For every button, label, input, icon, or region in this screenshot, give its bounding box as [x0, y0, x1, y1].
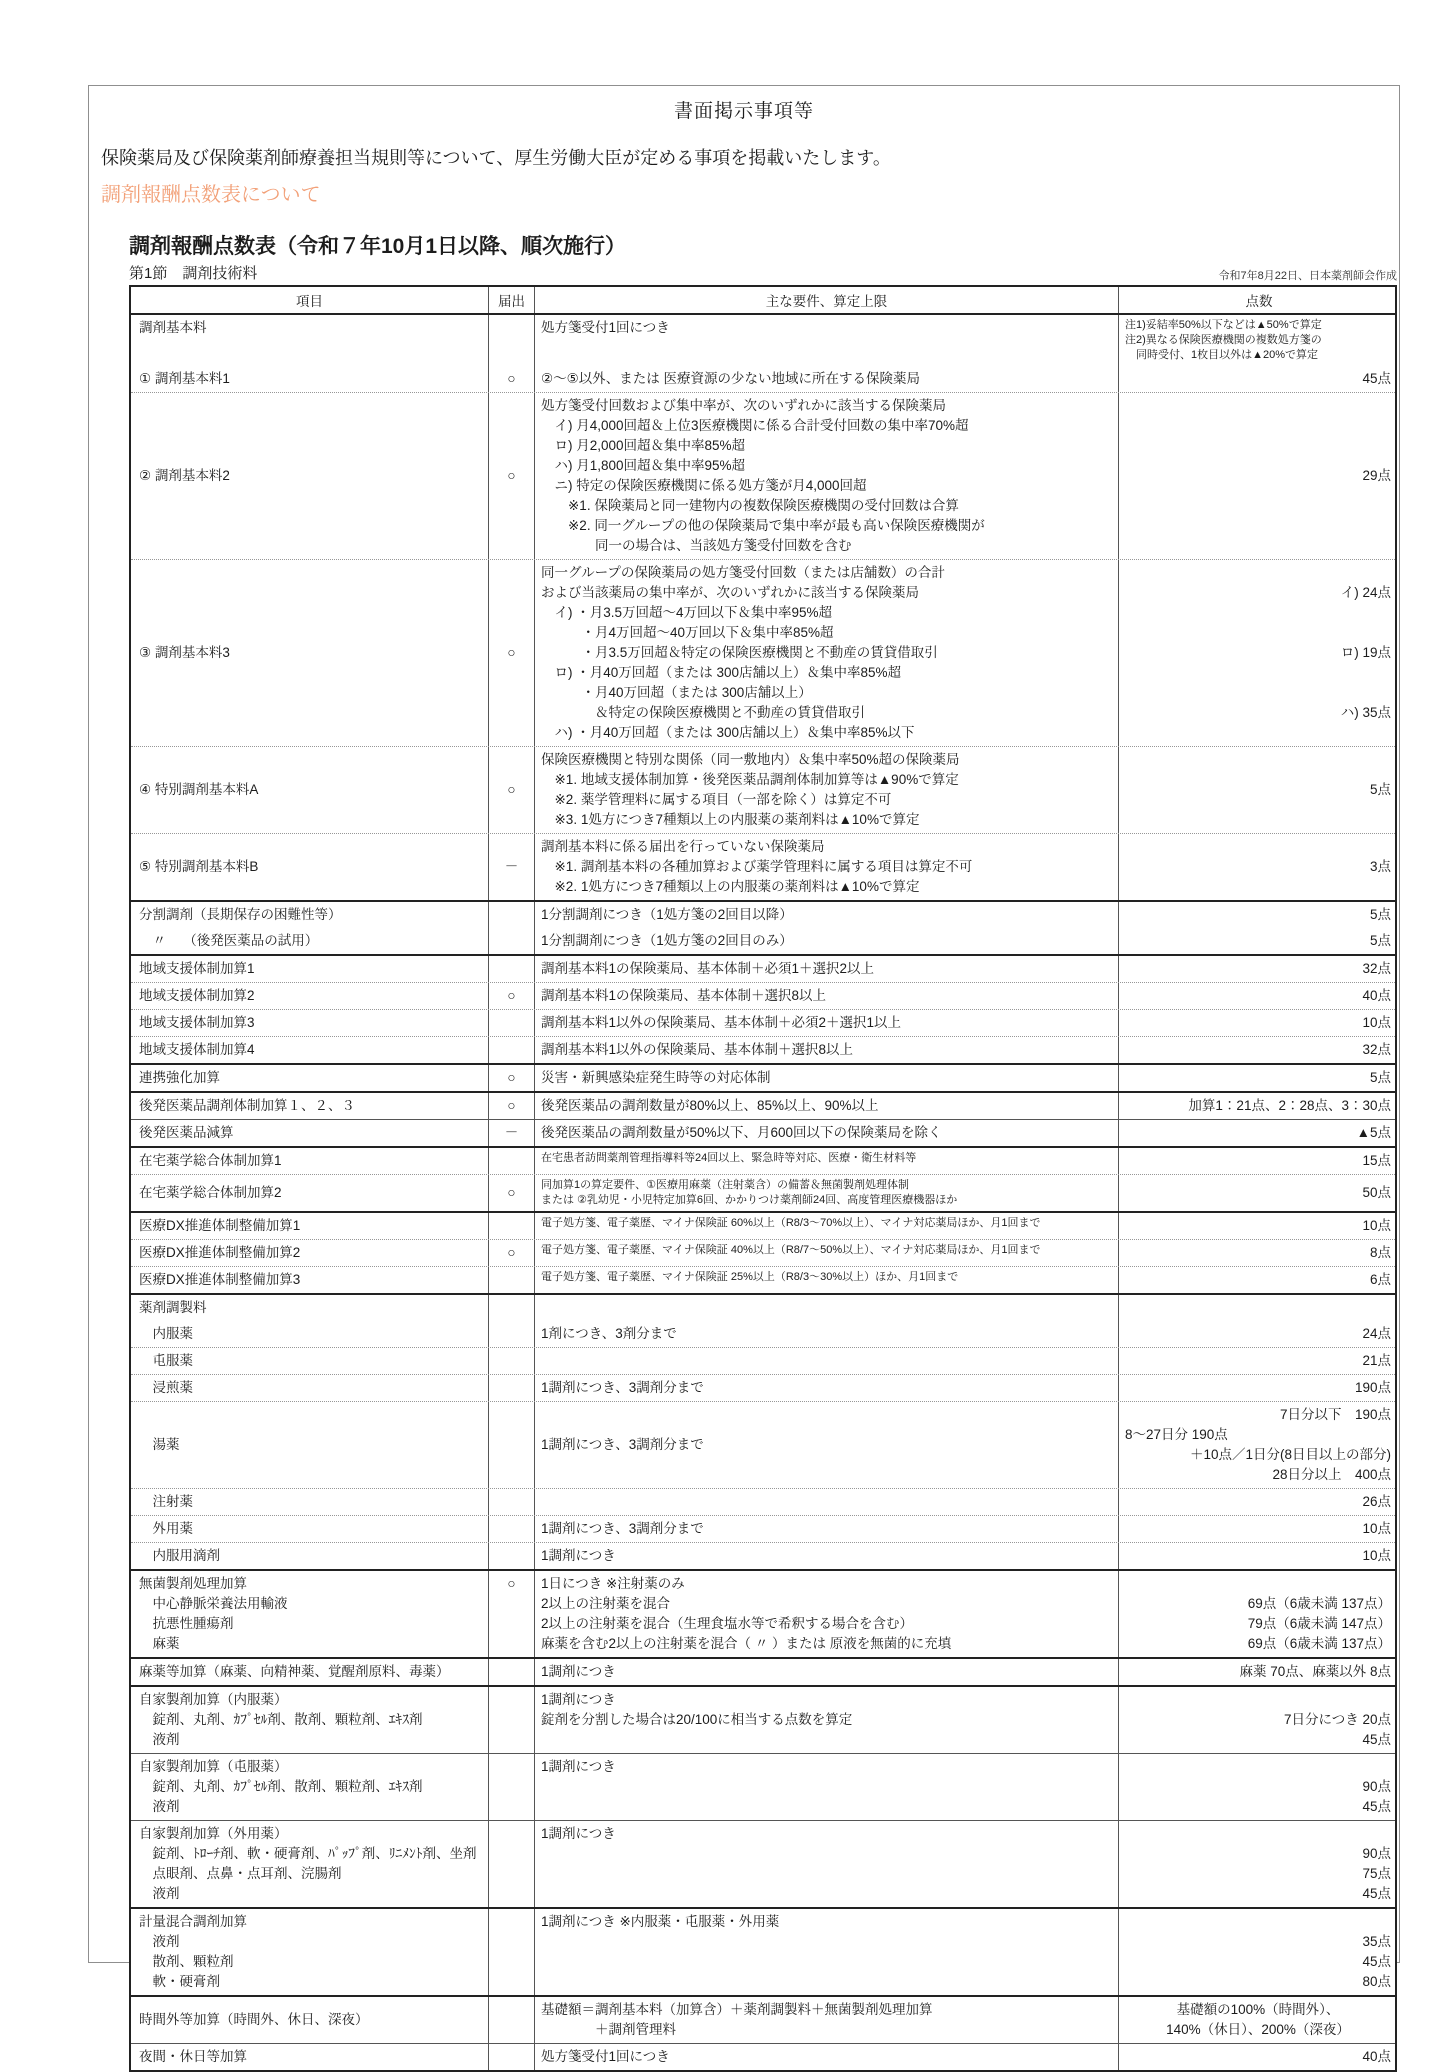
- notification-cell: [489, 928, 535, 954]
- item-cell: ④ 特別調剤基本料A: [131, 747, 489, 833]
- table-row: [131, 1175, 1395, 1213]
- table-row: [131, 393, 1395, 560]
- notification-cell: ○: [489, 747, 535, 833]
- notification-cell: ○: [489, 560, 535, 746]
- item-cell: 医療DX推進体制整備加算2: [131, 1240, 489, 1266]
- points-cell: 32点: [1362, 961, 1391, 976]
- points-cell: 69点（6歳未満 137点） 79点（6歳未満 147点） 69点（6歳未満 137点）: [1247, 1596, 1391, 1651]
- item-cell: 分割調剤（長期保存の困難性等）: [131, 902, 489, 928]
- requirements-cell: [535, 1295, 1119, 1321]
- notification-cell: [489, 1348, 535, 1374]
- table-row: [131, 956, 1395, 983]
- notification-cell: [489, 902, 535, 928]
- table-row: [131, 834, 1395, 902]
- requirements-cell: 調剤基本料1以外の保険薬局、基本体制＋必須2＋選択1以上: [535, 1010, 1119, 1036]
- table-row: [131, 1148, 1395, 1175]
- notification-cell: ○: [489, 1093, 535, 1119]
- requirements-cell: 調剤基本料1の保険薬局、基本体制＋必須1＋選択2以上: [535, 956, 1119, 982]
- notification-cell: [489, 1402, 535, 1488]
- notification-cell: ○: [489, 1571, 535, 1657]
- table-row: [131, 1267, 1395, 1295]
- item-cell: 医療DX推進体制整備加算3: [131, 1267, 489, 1293]
- points-cell: 3点: [1369, 859, 1391, 874]
- notification-cell: [489, 1997, 535, 2043]
- requirements-cell: 1調剤につき: [535, 1821, 1119, 1907]
- item-cell: ① 調剤基本料1: [131, 366, 489, 392]
- requirements-cell: 処方箋受付回数および集中率が、次のいずれかに該当する保険薬局 イ) 月4,000回超＆上位3医療機関に係る合計受付回数の集中率70%超 ロ) 月2,000回超＆集中率85%超 ハ) 月1,800回超＆集中率95%超 ニ) 特定の保険医療機関に係る処方箋が月4,000回超 ※1. 保険薬局と同一建物内の複数保険医療機関の受付回数は合算 ※2. 同一グループの他の保険薬局で集中率が最も高い保険医療機関が 同一の場合は、当該処方箋受付回数を含む: [535, 393, 1119, 559]
- requirements-cell: 災害・新興感染症発生時等の対応体制: [535, 1065, 1119, 1091]
- notification-cell: [489, 1754, 535, 1820]
- section-label: 第1節 調剤技術料: [129, 265, 258, 282]
- table-row: [131, 1754, 1395, 1821]
- notification-cell: －: [489, 834, 535, 900]
- table-row: [131, 928, 1395, 956]
- points-cell: [1119, 1295, 1399, 1321]
- item-cell: 後発医薬品減算: [131, 1120, 489, 1146]
- points-cell: 加算1：21点、2：28点、3：30点: [1188, 1098, 1391, 1113]
- notification-cell: ○: [489, 1240, 535, 1266]
- requirements-cell: 調剤基本料1の保険薬局、基本体制＋選択8以上: [535, 983, 1119, 1009]
- fee-table-title: 調剤報酬点数表（令和７年10月1日以降、順次施行）: [129, 235, 627, 258]
- requirements-cell: 後発医薬品の調剤数量が50%以下、月600回以下の保険薬局を除く: [535, 1120, 1119, 1146]
- item-cell: 地域支援体制加算1: [131, 956, 489, 982]
- fee-table-body: [131, 315, 1395, 2070]
- points-cell: 麻薬 70点、麻薬以外 8点: [1239, 1664, 1391, 1679]
- points-cell: 8点: [1369, 1245, 1391, 1260]
- fee-schedule-link[interactable]: 調剤報酬点数表について: [101, 184, 321, 206]
- table-row: [131, 747, 1395, 834]
- table-row: [131, 560, 1395, 747]
- table-row: [131, 1213, 1395, 1240]
- item-cell: 屯服薬: [131, 1348, 489, 1374]
- notification-cell: [489, 1909, 535, 1995]
- requirements-cell: 1調剤につき、3調剤分まで: [535, 1402, 1119, 1488]
- notification-cell: [489, 315, 535, 366]
- requirements-cell: 保険医療機関と特別な関係（同一敷地内）＆集中率50%超の保険薬局 ※1. 地域支援体制加算・後発医薬品調剤体制加算等は▲90%で算定 ※2. 薬学管理料に属する項目（一部を除く）は算定不可 ※3. 1処方につき7種類以上の内服薬の薬剤料は▲10%で算定: [535, 747, 1119, 833]
- requirements-cell: 1調剤につき 錠剤を分割した場合は20/100に相当する点数を算定: [535, 1687, 1119, 1753]
- notification-cell: [489, 1321, 535, 1347]
- table-row: [131, 1659, 1395, 1687]
- table-row: [131, 1543, 1395, 1571]
- notification-cell: [489, 1295, 535, 1321]
- item-cell: 〃 （後発医薬品の試用）: [131, 928, 489, 954]
- points-cell: 7日分につき 20点 45点: [1283, 1712, 1391, 1747]
- item-cell: 連携強化加算: [131, 1065, 489, 1091]
- table-row: [131, 1065, 1395, 1093]
- item-cell: 時間外等加算（時間外、休日、深夜）: [131, 1997, 489, 2043]
- credit-note: 令和7年8月22日、日本薬剤師会作成: [1218, 270, 1397, 282]
- table-header-row: [131, 287, 1395, 315]
- requirements-cell: 1剤につき、3剤分まで: [535, 1321, 1119, 1347]
- notification-cell: [489, 1148, 535, 1174]
- item-cell: 浸煎薬: [131, 1375, 489, 1401]
- notification-cell: [489, 1489, 535, 1515]
- col-header-requirements: 主な要件、算定上限: [535, 287, 1119, 313]
- notification-cell: ○: [489, 366, 535, 392]
- notification-cell: [489, 1516, 535, 1542]
- fee-table-section: [129, 230, 1397, 2072]
- points-cell: 40点: [1362, 988, 1391, 1003]
- points-cell: 35点 45点 80点: [1362, 1934, 1391, 1989]
- requirements-cell: [535, 1348, 1119, 1374]
- table-row: [131, 1402, 1395, 1489]
- fee-table: [129, 285, 1397, 2072]
- points-cell: イ) 24点 ロ) 19点 ハ) 35点: [1340, 585, 1391, 720]
- col-header-item: 項目: [131, 287, 489, 313]
- points-cell: 40点: [1362, 2049, 1391, 2064]
- notification-cell: [489, 1375, 535, 1401]
- page-border: [88, 85, 1400, 2064]
- requirements-cell: 1分割調剤につき（1処方箋の2回目以降）: [535, 902, 1119, 928]
- notification-cell: [489, 1543, 535, 1569]
- item-cell: 内服用滴剤: [131, 1543, 489, 1569]
- requirements-cell: 電子処方箋、電子薬歴、マイナ保険証 60%以上（R8/3～70%以上）、マイナ対応薬局ほか、月1回まで: [535, 1213, 1119, 1239]
- notification-cell: ○: [489, 393, 535, 559]
- points-cell: 10点: [1362, 1548, 1391, 1563]
- points-cell: 90点 45点: [1362, 1779, 1391, 1814]
- item-cell: ② 調剤基本料2: [131, 393, 489, 559]
- item-cell: 医療DX推進体制整備加算1: [131, 1213, 489, 1239]
- points-cell: 10点: [1362, 1521, 1391, 1536]
- points-cell: 10点: [1362, 1218, 1391, 1233]
- notification-cell: [489, 1010, 535, 1036]
- item-cell: 無菌製剤処理加算 中心静脈栄養法用輸液 抗悪性腫瘍剤 麻薬: [131, 1571, 489, 1657]
- requirements-cell: 電子処方箋、電子薬歴、マイナ保険証 40%以上（R8/7～50%以上）、マイナ対応薬局ほか、月1回まで: [535, 1240, 1119, 1266]
- notification-cell: ○: [489, 1065, 535, 1091]
- table-row: [131, 1909, 1395, 1997]
- requirements-cell: 1日につき ※注射薬のみ 2以上の注射薬を混合 2以上の注射薬を混合（生理食塩水等で希釈する場合を含む） 麻薬を含む2以上の注射薬を混合（ 〃 ）または 原液を無菌的に充填: [535, 1571, 1119, 1657]
- requirements-cell: 1分割調剤につき（1処方箋の2回目のみ）: [535, 928, 1119, 954]
- item-cell: 麻薬等加算（麻薬、向精神薬、覚醒剤原料、毒薬）: [131, 1659, 489, 1685]
- requirements-cell: 1調剤につき: [535, 1543, 1119, 1569]
- points-cell: 21点: [1362, 1353, 1391, 1368]
- item-cell: 在宅薬学総合体制加算1: [131, 1148, 489, 1174]
- points-cell: 32点: [1362, 1042, 1391, 1057]
- points-cell: 15点: [1362, 1153, 1391, 1168]
- requirements-cell: 後発医薬品の調剤数量が80%以上、85%以上、90%以上: [535, 1093, 1119, 1119]
- points-cell: 5点: [1369, 907, 1391, 922]
- points-cell: 5点: [1369, 1070, 1391, 1085]
- table-row: [131, 1321, 1395, 1348]
- table-row: [131, 1516, 1395, 1543]
- page-title: 書面掲示事項等: [673, 101, 814, 122]
- table-row: [131, 1571, 1395, 1659]
- requirements-cell: 同一グループの保険薬局の処方箋受付回数（または店舗数）の合計 および当該薬局の集中率が、次のいずれかに該当する保険薬局 イ) ・月3.5万回超～4万回以下＆集中率95%超 ・月4万回超～40万回以下＆集中率85%超 ・月3.5万回超＆特定の保険医療機関と不動産の賃貸借取引 ロ) ・月40万回超（または 300店舗以上）＆集中率85%超 ・月40万回超（または 300店舗以上） ＆特定の保険医療機関と不動産の賃貸借取引 ハ) ・月40万回超（または 300店舗以上）＆集中率85%以下: [535, 560, 1119, 746]
- item-cell: 自家製剤加算（外用薬） 錠剤、ﾄﾛｰﾁ剤、軟・硬膏剤、ﾊﾟｯﾌﾟ剤、ﾘﾆﾒﾝﾄ剤、坐剤 点眼剤、点鼻・点耳剤、浣腸剤 液剤: [131, 1821, 489, 1907]
- table-row: [131, 983, 1395, 1010]
- points-cell: ▲5点: [1356, 1125, 1391, 1140]
- points-cell: 7日分以下 190点 8～27日分 190点 ＋10点／1日分(8日目以上の部分) 28日分以上 400点: [1125, 1407, 1391, 1482]
- points-cell: 190点: [1354, 1380, 1391, 1395]
- requirements-cell: ②～⑤以外、または 医療資源の少ない地域に所在する保険薬局: [535, 366, 1119, 392]
- requirements-cell: [535, 1489, 1119, 1515]
- item-cell: 地域支援体制加算4: [131, 1037, 489, 1063]
- requirements-cell: 同加算1の算定要件、①医療用麻薬（注射薬含）の備蓄＆無菌製剤処理体制 または ②乳幼児・小児特定加算6回、かかりつけ薬剤師24回、高度管理医療機器ほか: [535, 1175, 1119, 1211]
- table-row: [131, 1240, 1395, 1267]
- points-cell: 基礎額の100%（時間外）、 140%（休日）、200%（深夜）: [1166, 2002, 1350, 2037]
- requirements-cell: 1調剤につき、3調剤分まで: [535, 1375, 1119, 1401]
- points-cell: 5点: [1369, 782, 1391, 797]
- notification-cell: ○: [489, 983, 535, 1009]
- requirements-cell: 電子処方箋、電子薬歴、マイナ保険証 25%以上（R8/3～30%以上）ほか、月1回まで: [535, 1267, 1119, 1293]
- item-cell: 地域支援体制加算2: [131, 983, 489, 1009]
- item-cell: 薬剤調製料: [131, 1295, 489, 1321]
- points-cell: 24点: [1362, 1326, 1391, 1341]
- notification-cell: [489, 1267, 535, 1293]
- points-cell: 29点: [1362, 468, 1391, 483]
- col-header-points: 点数: [1245, 294, 1273, 309]
- item-cell: 地域支援体制加算3: [131, 1010, 489, 1036]
- points-cell: 90点 75点 45点: [1362, 1846, 1391, 1901]
- requirements-cell: 調剤基本料に係る届出を行っていない保険薬局 ※1. 調剤基本料の各種加算および薬学管理料に属する項目は算定不可 ※2. 1処方につき7種類以上の内服薬の薬剤料は▲10%で算定: [535, 834, 1119, 900]
- points-cell: 5点: [1369, 933, 1391, 948]
- requirements-cell: 1調剤につき ※内服薬・屯服薬・外用薬: [535, 1909, 1119, 1995]
- table-row: [131, 1997, 1395, 2044]
- table-row: [131, 1348, 1395, 1375]
- item-cell: ⑤ 特別調剤基本料B: [131, 834, 489, 900]
- notification-cell: [489, 1037, 535, 1063]
- table-row: [131, 1295, 1395, 1321]
- notification-cell: [489, 1687, 535, 1753]
- item-cell: 外用薬: [131, 1516, 489, 1542]
- requirements-cell: 1調剤につき、3調剤分まで: [535, 1516, 1119, 1542]
- item-cell: 内服薬: [131, 1321, 489, 1347]
- points-cell: 10点: [1362, 1015, 1391, 1030]
- table-row: [131, 315, 1395, 366]
- table-row: [131, 366, 1395, 393]
- item-cell: ③ 調剤基本料3: [131, 560, 489, 746]
- item-cell: 計量混合調剤加算 液剤 散剤、顆粒剤 軟・硬膏剤: [131, 1909, 489, 1995]
- item-cell: 注射薬: [131, 1489, 489, 1515]
- item-cell: 湯薬: [131, 1402, 489, 1488]
- requirements-cell: 処方箋受付1回につき: [535, 315, 1119, 366]
- notification-cell: [489, 1821, 535, 1907]
- table-row: [131, 1687, 1395, 1754]
- requirements-cell: 処方箋受付1回につき: [535, 2044, 1119, 2070]
- points-cell: 26点: [1362, 1494, 1391, 1509]
- table-row: [131, 1037, 1395, 1065]
- requirements-cell: 1調剤につき: [535, 1659, 1119, 1685]
- table-row: [131, 902, 1395, 928]
- notification-cell: [489, 956, 535, 982]
- requirements-cell: 調剤基本料1以外の保険薬局、基本体制＋選択8以上: [535, 1037, 1119, 1063]
- item-cell: 後発医薬品調剤体制加算１、２、３: [131, 1093, 489, 1119]
- intro-text: 保険薬局及び保険薬剤師療養担当規則等について、厚生労働大臣が定める事項を掲載いたします。: [101, 148, 891, 168]
- table-row: [131, 1489, 1395, 1516]
- table-row: [131, 1120, 1395, 1148]
- requirements-cell: 在宅患者訪問薬剤管理指導料等24回以上、緊急時等対応、医療・衛生材料等: [535, 1148, 1119, 1174]
- item-cell: 自家製剤加算（屯服薬） 錠剤、丸剤、ｶﾌﾟｾﾙ剤、散剤、顆粒剤、ｴｷｽ剤 液剤: [131, 1754, 489, 1820]
- item-cell: 在宅薬学総合体制加算2: [131, 1175, 489, 1211]
- col-header-notification: 届出: [489, 287, 535, 313]
- table-row: [131, 1010, 1395, 1037]
- requirements-cell: 基礎額＝調剤基本料（加算含）＋薬剤調製料＋無菌製剤処理加算 ＋調剤管理料: [535, 1997, 1119, 2043]
- notification-cell: [489, 1213, 535, 1239]
- table-row: [131, 1375, 1395, 1402]
- requirements-cell: 1調剤につき: [535, 1754, 1119, 1820]
- table-row: [131, 1821, 1395, 1909]
- points-cell: 50点: [1362, 1185, 1391, 1200]
- item-cell: 調剤基本料: [131, 315, 489, 366]
- table-row: [131, 1093, 1395, 1120]
- points-cell: 注1)妥結率50%以下などは▲50%で算定 注2)異なる保険医療機関の複数処方箋の 同時受付、1枚目以外は▲20%で算定: [1125, 319, 1322, 361]
- points-cell: 6点: [1369, 1272, 1391, 1287]
- notification-cell: ○: [489, 1175, 535, 1211]
- notification-cell: [489, 1659, 535, 1685]
- item-cell: 自家製剤加算（内服薬） 錠剤、丸剤、ｶﾌﾟｾﾙ剤、散剤、顆粒剤、ｴｷｽ剤 液剤: [131, 1687, 489, 1753]
- notification-cell: －: [489, 1120, 535, 1146]
- item-cell: 夜間・休日等加算: [131, 2044, 489, 2070]
- points-cell: 45点: [1362, 371, 1391, 386]
